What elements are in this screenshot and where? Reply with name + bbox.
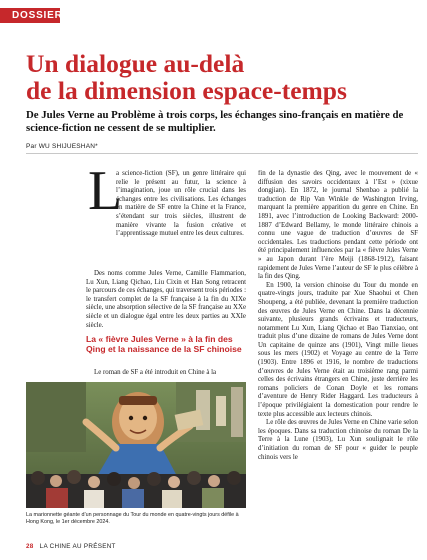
title-line-1: Un dialogue au-delà bbox=[26, 49, 245, 78]
paragraph-role: Le rôle des œuvres de Jules Verne en Chine varie selon les époques. Dans sa traduction chinoise du roman De la Terre à la Lune (1903), Lu Xun soulignait le rôle d’initiation du roman de SF pour « guider le peuple chinois vers le bbox=[258, 419, 418, 461]
paragraph-qing: fin de la dynastie des Qing, avec le mouvement de « diffusion des savoirs occidentaux à l’Est » (xixue dongjian). En 1872, le journal Shenbao a publié la traduction de Rip Van Winkle de Washington Irving, marquant la première apparition du genre en Chine. En 1891, avec l’introduction de Looking Backward: 2000-1887 d’Edward Bellamy, le monde littéraire chinois a connu une vague de traduction d’œuvres de SF occidentales. Les traductions pendant cette période ont été principalement influencées par la « fièvre Jules Verne » au Japon durant l’ère Meiji (1868-1912), faisant rapidement de Jules Verne l’auteur de SF le plus célèbre à la fin des Qing. bbox=[258, 170, 418, 281]
column-2 bbox=[258, 170, 418, 542]
page-number: 28 bbox=[26, 543, 34, 550]
photo-caption: La marionnette géante d’un personnage du Tour du monde en quatre-vingts jours défile à Hong Kong, le 1er décembre 2024. bbox=[26, 512, 239, 525]
column-1-intro bbox=[86, 170, 246, 270]
section-subhead: La « fièvre Jules Verne » à la fin des Qing et la naissance de la SF chinoise bbox=[86, 334, 242, 354]
paragraph-intro-sf: Le roman de SF a été introduit en Chine à la bbox=[94, 369, 217, 376]
standfirst: De Jules Verne au Problème à trois corps, les échanges sino-français en matière de science-fiction ne cessent de se multiplier. bbox=[26, 109, 404, 134]
parade-photo bbox=[26, 382, 246, 508]
giant-puppet-image bbox=[26, 382, 246, 508]
drop-cap: L bbox=[88, 160, 123, 222]
paragraph-1900: En 1900, la version chinoise du Tour du monde en quatre-vingts jours, traduite par Xue Shaohui et Chen Shoupeng, a été publiée, devenant la première traduction des œuvres de Jules Verne en Chine. Dans la décennie suivante, plusieurs grands écrivains et traducteurs, notamment Lu Xun, Liang Qichao et Bao Tianxiao, ont traduit plus d’une dizaine de romans de Jules Verne dont Un capitaine de quinze ans (1901), Vingt mille lieues sous les mers (1902) et Voyage au centre de la Terre (1903). Entre 1896 et 1916, le nombre de traductions d’œuvres de Jules Verne était au troisième rang parmi celles des écrivains étrangers en Chine, juste derrière les romans policiers de Conan Doyle et les romans d’aventure de Henry Rider Haggard. Les traducteurs à l’époque privilégiaient la domestication pour rendre le texte plus accessible aux lecteurs chinois. bbox=[258, 281, 418, 418]
article-title bbox=[26, 50, 418, 104]
page-footer bbox=[26, 543, 116, 550]
column-1-tail bbox=[86, 369, 246, 379]
header-rule bbox=[26, 153, 418, 154]
byline: Par WU SHIJUESHAN* bbox=[26, 143, 98, 150]
magazine-name: LA CHINE AU PRÉSENT bbox=[39, 543, 116, 550]
intro-paragraph: a science-fiction (SF), un genre littéraire qui relie le présent au futur, la science à l’imagination, joue un rôle crucial dans les échanges entre les civilisations. Les échanges en matière de SF entre la Chine et la France, s’étendant sur trois siècles, illustrent de manière vivante la fusion créative et l’apprentissage mutuel entre les deux cultures. bbox=[116, 170, 246, 238]
paragraph-names: Des noms comme Jules Verne, Camille Flammarion, Lu Xun, Liang Qichao, Liu Cixin et Han Song retracent le parcours de ces échanges, qui traversent trois périodes : le transfert complet de la SF française à la fin du XIXe siècle, une absorption sélective de la SF française au XXe siècle et un dialogue égal entre les deux parties au XXIe siècle. bbox=[86, 270, 246, 329]
column-1-second bbox=[86, 270, 246, 334]
title-line-2: de la dimension espace-temps bbox=[26, 76, 347, 105]
section-tag: DOSSIER bbox=[0, 8, 60, 23]
